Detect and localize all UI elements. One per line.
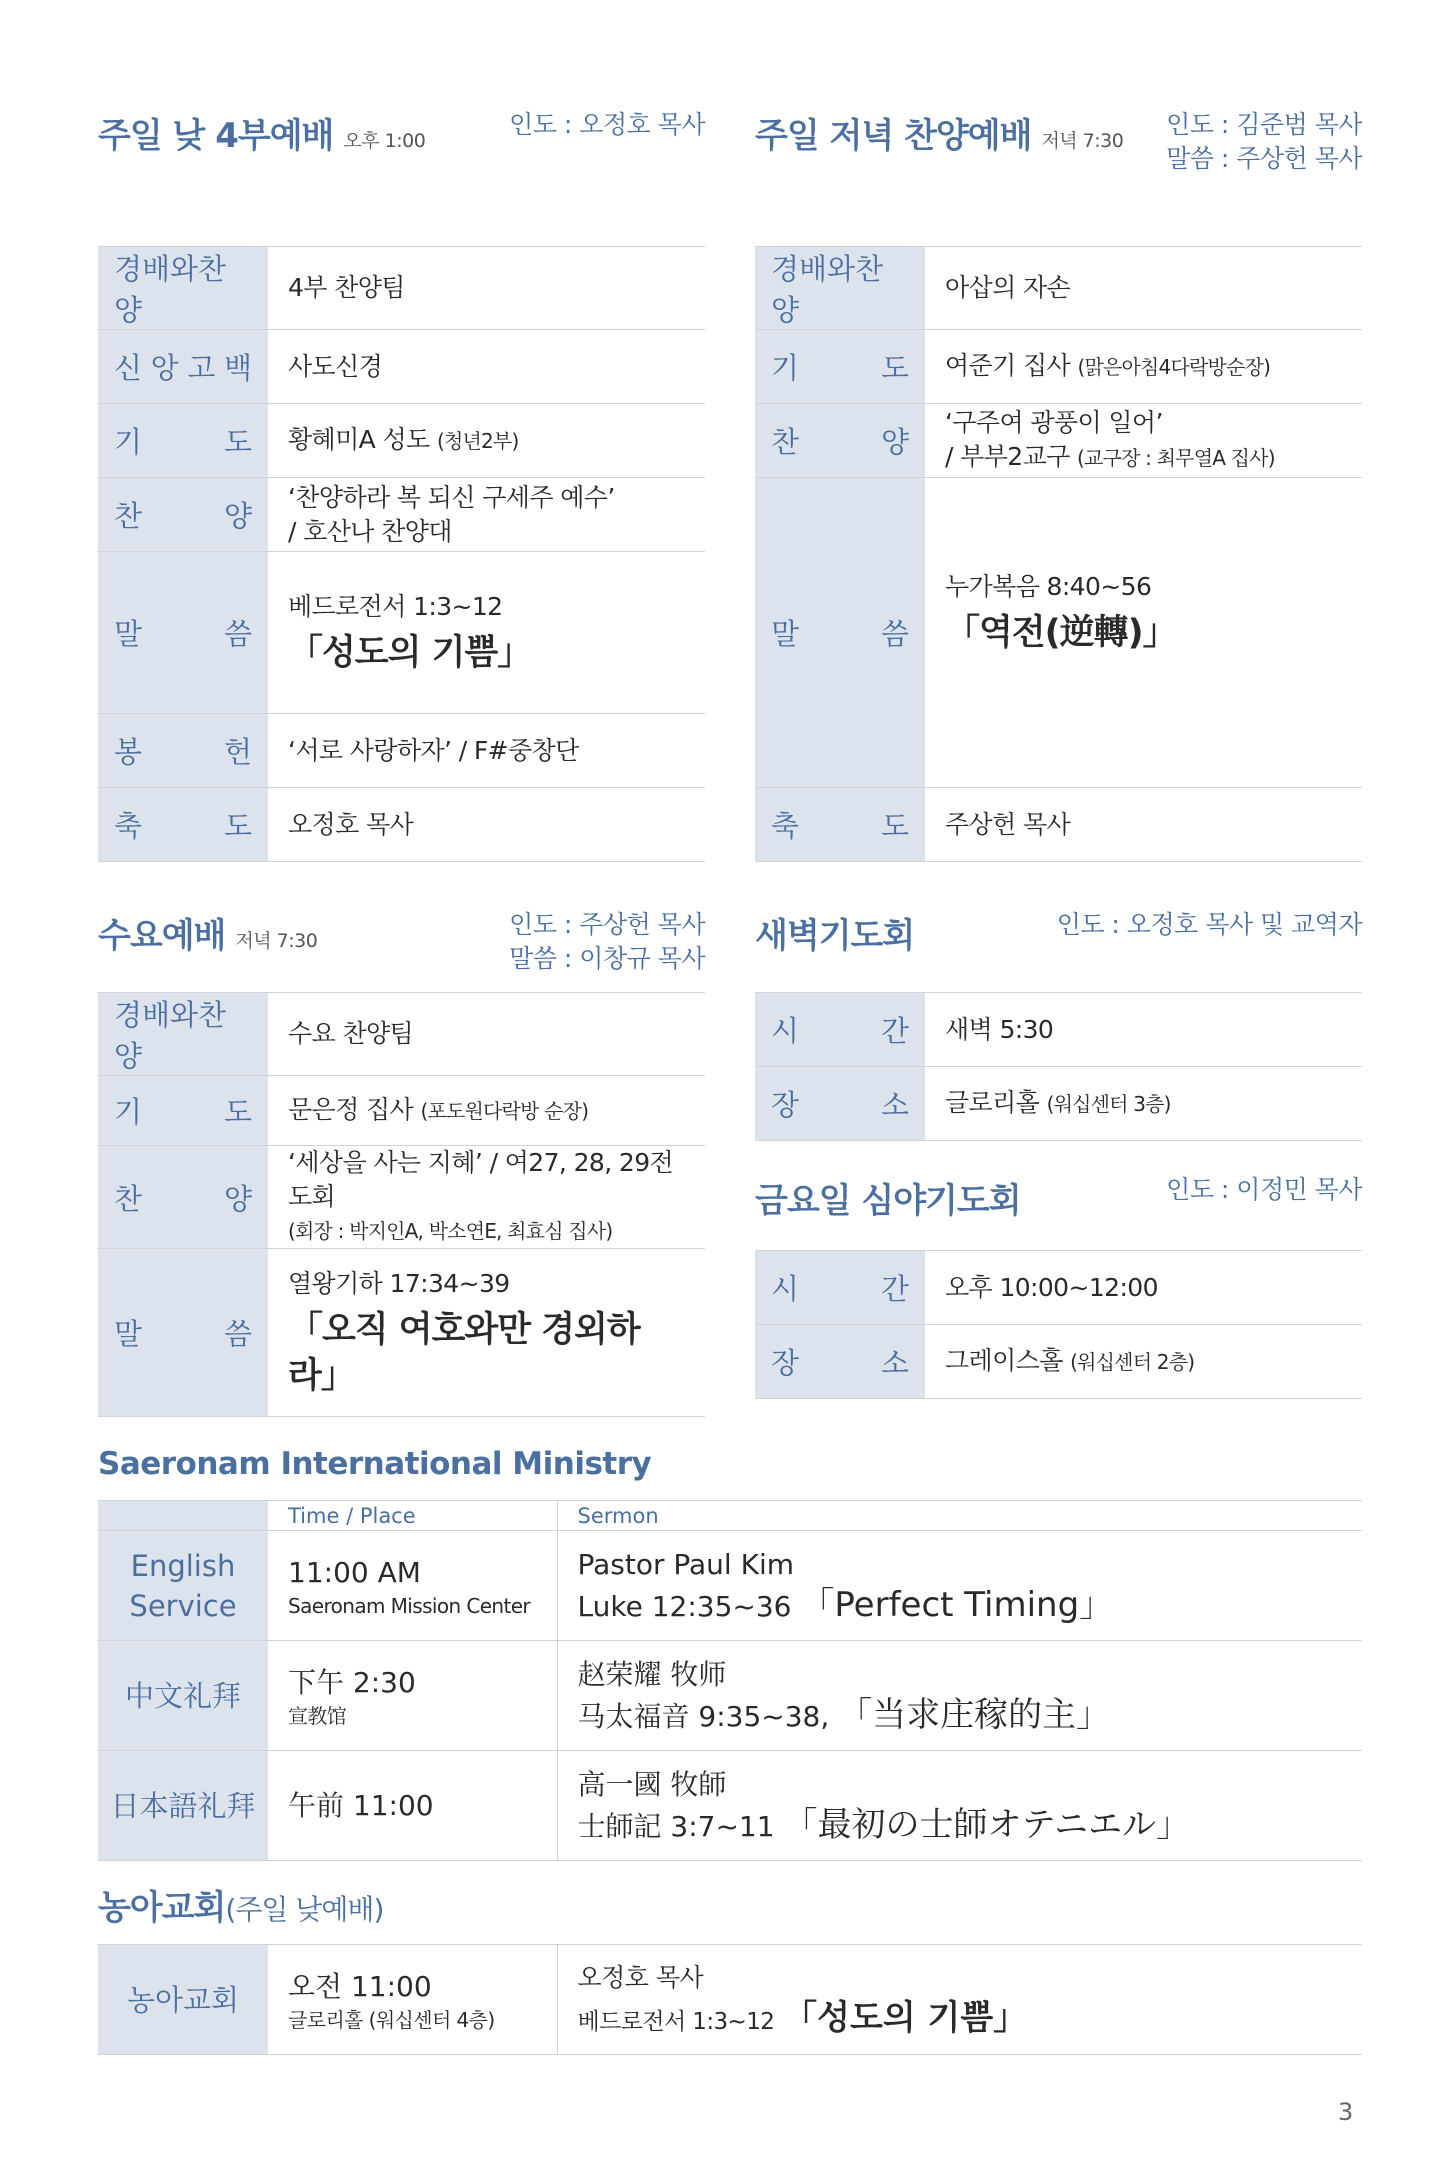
fri-title: 금요일 심야기도회 bbox=[755, 1181, 1021, 1221]
wed-row-worship bbox=[98, 993, 705, 1076]
row-value: 오정호 목사 bbox=[268, 788, 705, 862]
row-value: 4부 찬양팀 bbox=[268, 247, 705, 330]
row-label: 찬 양 bbox=[98, 478, 268, 552]
suneve-table bbox=[755, 246, 1362, 862]
wed-row-praise bbox=[98, 1146, 705, 1249]
intl-title: Saeronam International Ministry bbox=[98, 1446, 652, 1482]
suneve-time: 저녁 7:30 bbox=[1041, 130, 1124, 152]
deaf-table bbox=[98, 1944, 1362, 2055]
deaf-title-note: (주일 낮예배) bbox=[225, 1893, 384, 1926]
wed-lead: 인도 : 주상헌 목사 말씀 : 이창규 목사 bbox=[509, 910, 705, 973]
row-value: 아삽의 자손 bbox=[925, 247, 1362, 330]
page-number: 3 bbox=[1338, 2098, 1354, 2126]
row-value: 여준기 집사 (맑은아침4다락방순장) bbox=[925, 330, 1362, 404]
sermon-title: 「성도의 기쁨」 bbox=[288, 632, 532, 673]
row-value: 글로리홀 (워십센터 3층) bbox=[925, 1067, 1362, 1141]
suneve-lead: 인도 : 김준범 목사 말씀 : 주상헌 목사 bbox=[1166, 110, 1362, 173]
fri-table bbox=[755, 1250, 1362, 1399]
row-label: 말 씀 bbox=[755, 478, 925, 788]
intl-row-chinese bbox=[98, 1641, 1362, 1751]
intl-row-english bbox=[98, 1531, 1362, 1641]
sun4-time: 오후 1:00 bbox=[343, 130, 426, 152]
row-label: 말 씀 bbox=[98, 552, 268, 714]
row-value: 문은정 집사 (포도원다락방 순장) bbox=[268, 1076, 705, 1146]
row-value: 황혜미A 성도 (청년2부) bbox=[268, 404, 705, 478]
row-label: 시 간 bbox=[755, 993, 925, 1067]
row-value: 오후 10:00~12:00 bbox=[925, 1251, 1362, 1325]
row-label: 中文礼拜 bbox=[98, 1641, 268, 1751]
intl-row-japanese bbox=[98, 1751, 1362, 1861]
intl-header-row bbox=[98, 1501, 1362, 1531]
suneve-row-bless bbox=[755, 788, 1362, 862]
intl-header-time: Time / Place bbox=[268, 1501, 557, 1531]
suneve-row-word bbox=[755, 478, 1362, 788]
row-value: ‘세상을 사는 지혜’ / 여27, 28, 29전도회 (회장 : 박지인A, 박소연E, 최효심 집사) bbox=[268, 1146, 705, 1249]
row-label: English Service bbox=[98, 1531, 268, 1641]
intl-time-place: 下午 2:30 宣教馆 bbox=[268, 1641, 557, 1751]
row-value: ‘서로 사랑하자’ / F#중창단 bbox=[268, 714, 705, 788]
intl-sermon: 高一國 牧師 士師記 3:7~11 「最初の士師オテニエル」 bbox=[557, 1751, 1362, 1861]
deaf-row bbox=[98, 1945, 1362, 2055]
fri-row-place bbox=[755, 1325, 1362, 1399]
suneve-header bbox=[755, 108, 1123, 157]
row-value: 베드로전서 1:3~12 「성도의 기쁨」 bbox=[268, 552, 705, 714]
deaf-header bbox=[98, 1880, 383, 1929]
row-label: 시 간 bbox=[755, 1251, 925, 1325]
row-value: 누가복음 8:40~56 「역전(逆轉)」 bbox=[925, 478, 1362, 788]
row-label: 경배와찬양 bbox=[98, 993, 268, 1076]
deaf-sermon: 오정호 목사 베드로전서 1:3~12 「성도의 기쁨」 bbox=[557, 1945, 1362, 2055]
deaf-title: 농아교회 bbox=[98, 1888, 226, 1928]
row-label: 장 소 bbox=[755, 1325, 925, 1399]
sermon-title: 「역전(逆轉)」 bbox=[945, 612, 1177, 653]
sun4-row-prayer bbox=[98, 404, 705, 478]
intl-header-blank bbox=[98, 1501, 268, 1531]
row-value: 그레이스홀 (워십센터 2층) bbox=[925, 1325, 1362, 1399]
row-label: 장 소 bbox=[755, 1067, 925, 1141]
wed-table bbox=[98, 992, 705, 1417]
suneve-row-prayer bbox=[755, 330, 1362, 404]
sun4-title: 주일 낮 4부예배 bbox=[98, 116, 334, 156]
wed-row-prayer bbox=[98, 1076, 705, 1146]
dawn-table bbox=[755, 992, 1362, 1141]
deaf-time-place: 오전 11:00 글로리홀 (워십센터 4층) bbox=[268, 1945, 557, 2055]
row-value: ‘찬양하라 복 되신 구세주 예수’ / 호산나 찬양대 bbox=[268, 478, 705, 552]
sun4-row-praise bbox=[98, 478, 705, 552]
suneve-row-worship bbox=[755, 247, 1362, 330]
row-label: 기 도 bbox=[98, 404, 268, 478]
sun4-row-offering bbox=[98, 714, 705, 788]
sun4-row-bless bbox=[98, 788, 705, 862]
wed-row-word bbox=[98, 1249, 705, 1417]
dawn-row-place bbox=[755, 1067, 1362, 1141]
row-label: 축 도 bbox=[755, 788, 925, 862]
sun4-header bbox=[98, 108, 425, 157]
sun4-row-creed bbox=[98, 330, 705, 404]
row-value: ‘구주여 광풍이 일어’ / 부부2교구 (교구장 : 최무열A 집사) bbox=[925, 404, 1362, 478]
suneve-title: 주일 저녁 찬양예배 bbox=[755, 116, 1032, 156]
row-label: 찬 양 bbox=[98, 1146, 268, 1249]
dawn-header bbox=[755, 908, 914, 957]
dawn-title: 새벽기도회 bbox=[755, 916, 915, 956]
dawn-lead: 인도 : 오정호 목사 및 교역자 bbox=[1056, 910, 1362, 939]
intl-time-place: 午前 11:00 bbox=[268, 1751, 557, 1861]
sun4-row-worship bbox=[98, 247, 705, 330]
row-label: 기 도 bbox=[755, 330, 925, 404]
wed-time: 저녁 7:30 bbox=[235, 930, 318, 952]
sun4-table bbox=[98, 246, 705, 862]
wed-header bbox=[98, 908, 317, 957]
row-value: 수요 찬양팀 bbox=[268, 993, 705, 1076]
row-label: 농아교회 bbox=[98, 1945, 268, 2055]
intl-header-sermon: Sermon bbox=[557, 1501, 1362, 1531]
row-label: 축 도 bbox=[98, 788, 268, 862]
intl-time-place: 11:00 AM Saeronam Mission Center bbox=[268, 1531, 557, 1641]
wed-title: 수요예배 bbox=[98, 916, 226, 956]
row-value: 사도신경 bbox=[268, 330, 705, 404]
sun4-row-word bbox=[98, 552, 705, 714]
row-label: 日本語礼拜 bbox=[98, 1751, 268, 1861]
row-value: 주상헌 목사 bbox=[925, 788, 1362, 862]
row-label: 경배와찬양 bbox=[755, 247, 925, 330]
dawn-row-time bbox=[755, 993, 1362, 1067]
fri-lead: 인도 : 이정민 목사 bbox=[1166, 1175, 1362, 1204]
fri-row-time bbox=[755, 1251, 1362, 1325]
intl-sermon: Pastor Paul Kim Luke 12:35~36 「Perfect Timing」 bbox=[557, 1531, 1362, 1641]
row-value: 열왕기하 17:34~39 「오직 여호와만 경외하라」 bbox=[268, 1249, 705, 1417]
row-label: 말 씀 bbox=[98, 1249, 268, 1417]
row-label: 봉 헌 bbox=[98, 714, 268, 788]
sermon-title: 「오직 여호와만 경외하라」 bbox=[288, 1309, 640, 1396]
row-label: 신 앙 고 백 bbox=[98, 330, 268, 404]
fri-header bbox=[755, 1173, 1021, 1222]
intl-sermon: 赵荣耀 牧师 马太福音 9:35~38, 「当求庄稼的主」 bbox=[557, 1641, 1362, 1751]
row-label: 경배와찬양 bbox=[98, 247, 268, 330]
intl-table bbox=[98, 1500, 1362, 1861]
row-label: 찬 양 bbox=[755, 404, 925, 478]
row-value: 새벽 5:30 bbox=[925, 993, 1362, 1067]
row-label: 기 도 bbox=[98, 1076, 268, 1146]
suneve-row-praise bbox=[755, 404, 1362, 478]
sun4-lead: 인도 : 오정호 목사 bbox=[509, 110, 705, 139]
